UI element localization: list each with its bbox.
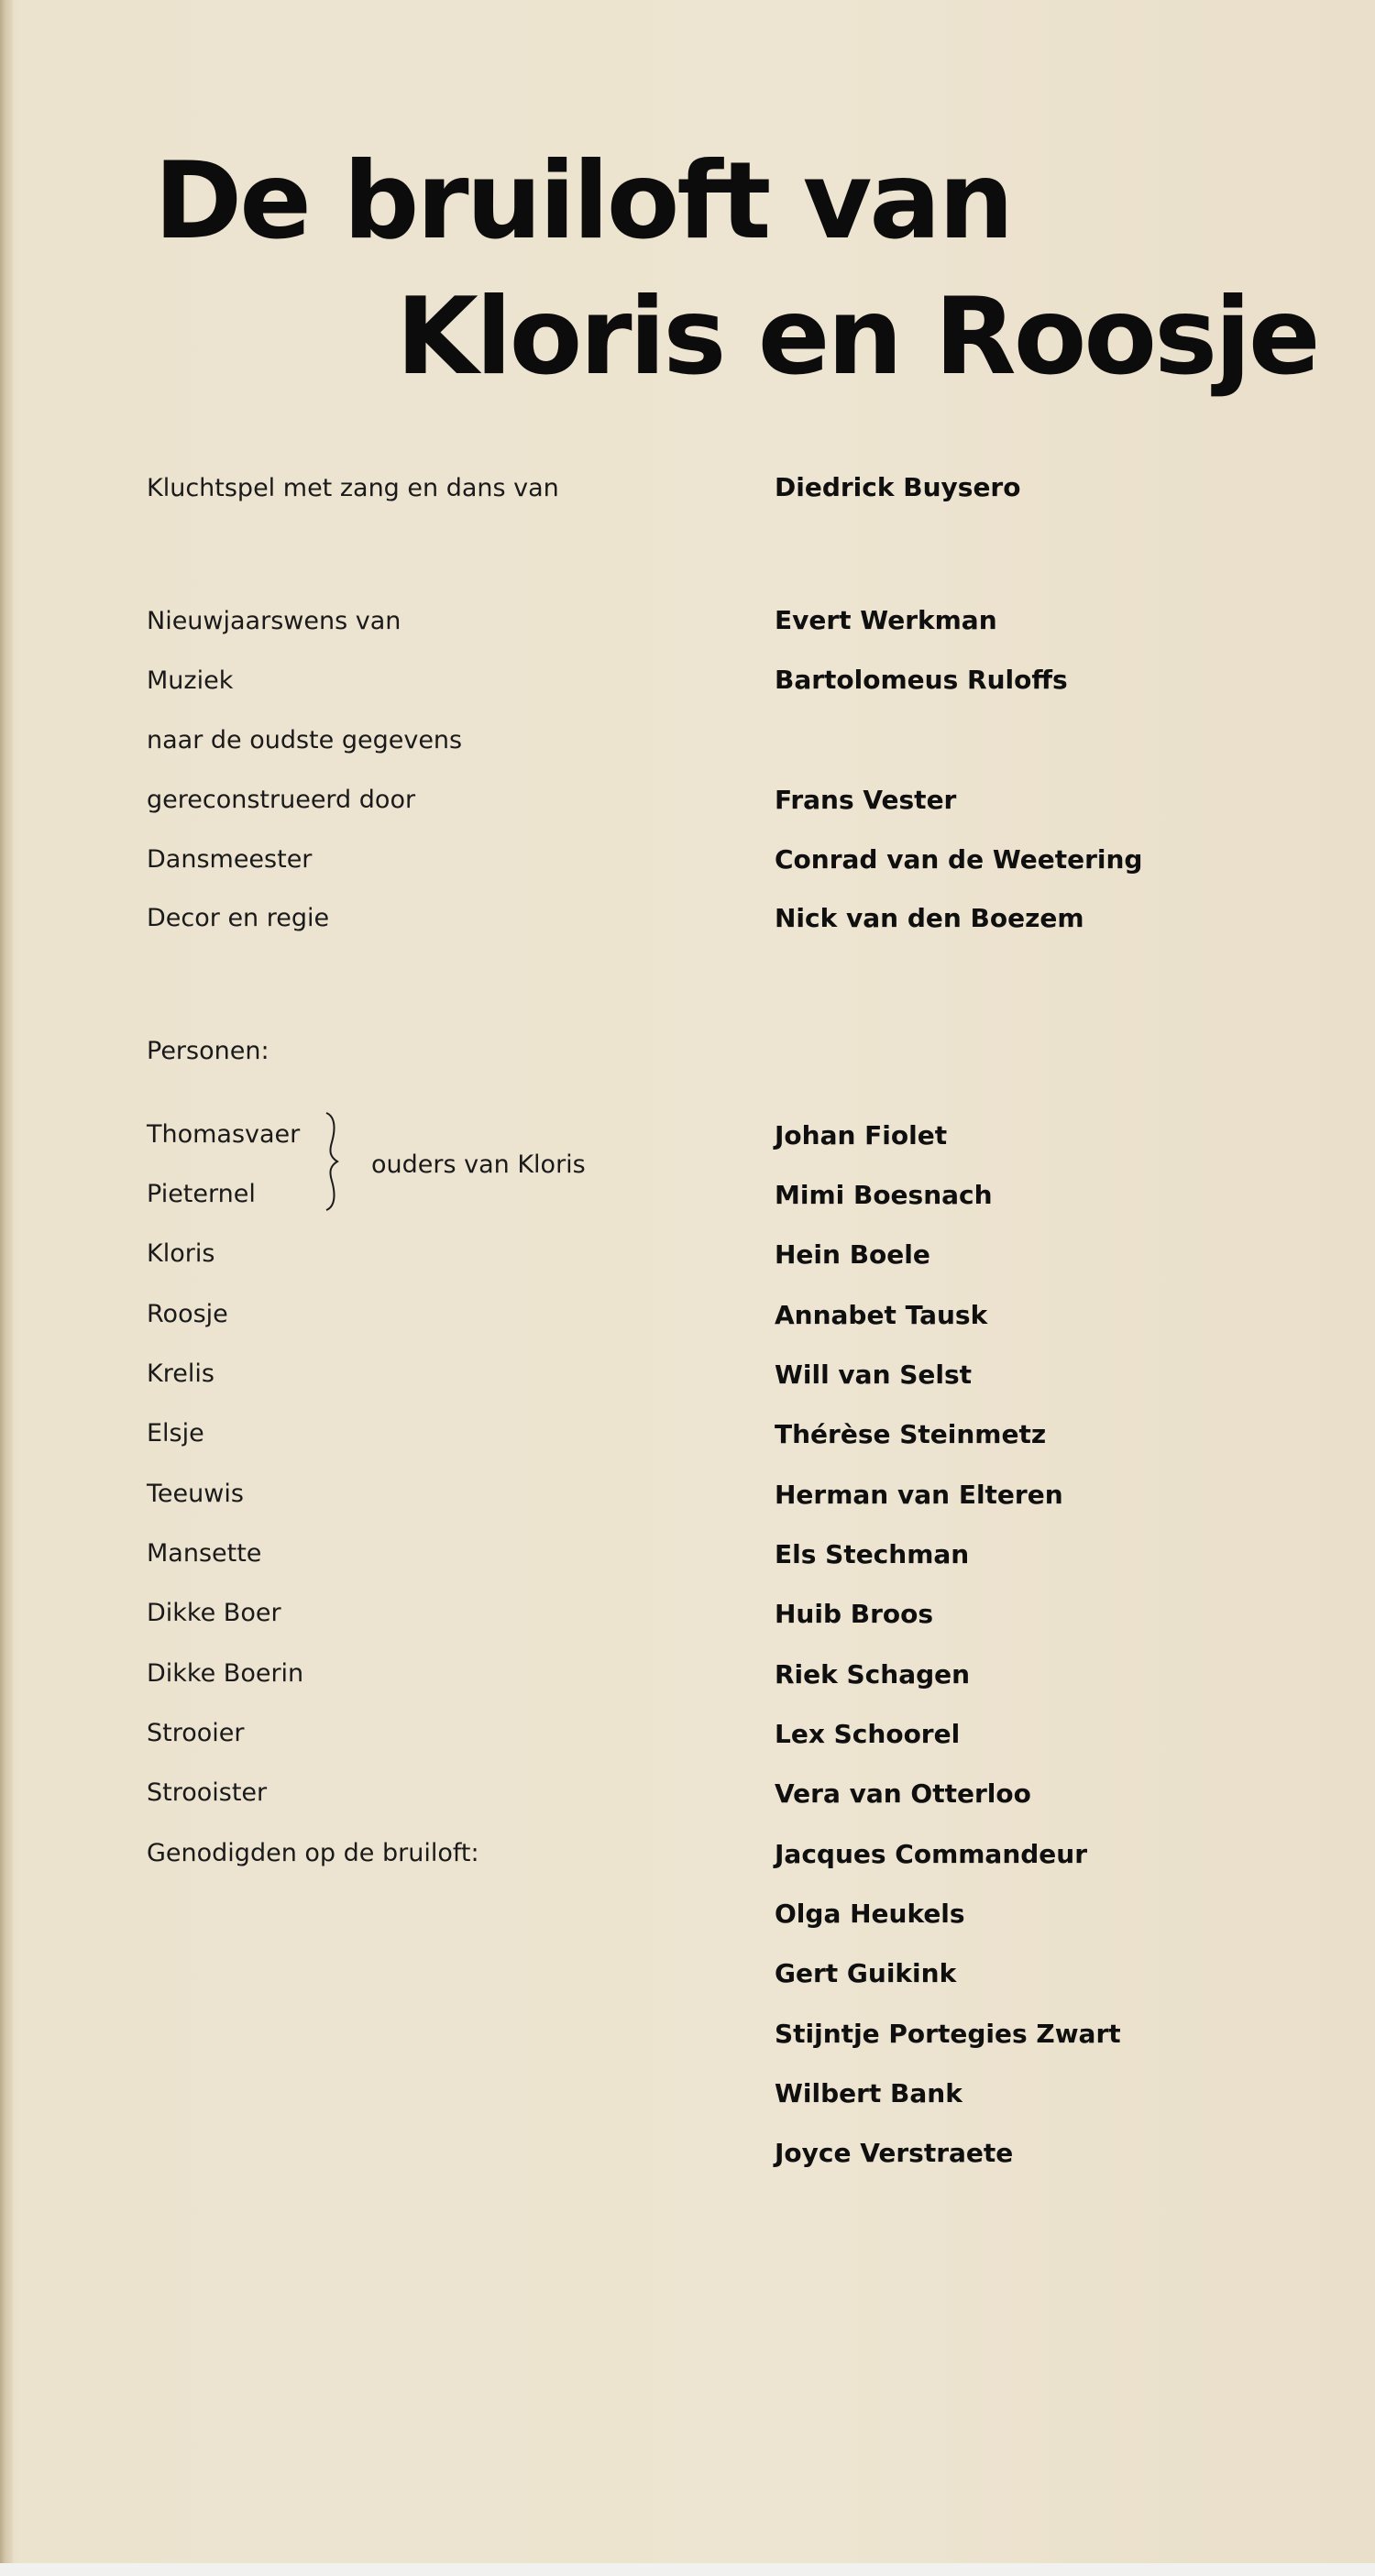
guest-name: Gert Guikink <box>775 1958 957 1988</box>
cast-actor: Will van Selst <box>775 1360 973 1390</box>
credit-name-reconstruction: Frans Vester <box>775 785 957 815</box>
cast-role: Thomasvaer <box>147 1120 301 1149</box>
cast-role: Teeuwis <box>147 1480 244 1508</box>
credit-name-author: Diedrick Buysero <box>775 472 1021 502</box>
cast-actor: Annabet Tausk <box>775 1300 988 1330</box>
credit-label-sources: naar de oudste gegevens <box>147 726 463 754</box>
cast-role: Strooier <box>147 1719 245 1747</box>
cast-actor: Mimi Boesnach <box>775 1180 993 1210</box>
credit-label-decor-direction: Decor en regie <box>147 904 330 932</box>
guest-name: Joyce Verstraete <box>775 2138 1014 2168</box>
credit-label-music: Muziek <box>147 666 234 695</box>
guest-name: Olga Heukels <box>775 1899 965 1929</box>
credit-name-music: Bartolomeus Ruloffs <box>775 665 1068 695</box>
credit-label-author: Kluchtspel met zang en dans van <box>147 474 559 502</box>
cast-role: Roosje <box>147 1300 228 1328</box>
cast-actor: Lex Schoorel <box>775 1719 961 1749</box>
cast-role: Kloris <box>147 1239 215 1268</box>
credit-name-decor-direction: Nick van den Boezem <box>775 903 1084 933</box>
page-spine <box>0 0 13 2576</box>
cast-role: Dikke Boer <box>147 1599 281 1627</box>
credit-name-dance-master: Conrad van de Weetering <box>775 844 1143 875</box>
cast-actor: Thérèse Steinmetz <box>775 1419 1047 1449</box>
cast-heading: Personen: <box>147 1037 270 1065</box>
cast-actor: Els Stechman <box>775 1539 970 1569</box>
credit-label-dance-master: Dansmeester <box>147 845 313 874</box>
cast-role: Mansette <box>147 1539 262 1568</box>
guest-name: Jacques Commandeur <box>775 1839 1088 1869</box>
cast-role: Dikke Boerin <box>147 1659 304 1688</box>
page-title-line-1: De bruiloft van <box>154 139 1012 263</box>
page-title-line-2: Kloris en Roosje <box>396 275 1318 399</box>
page-bottom-edge <box>0 2563 1375 2576</box>
credit-name-new-year-wish: Evert Werkman <box>775 605 997 635</box>
cast-role: Krelis <box>147 1360 214 1388</box>
cast-role: Strooister <box>147 1778 268 1807</box>
guest-name: Stijntje Portegies Zwart <box>775 2019 1121 2049</box>
parents-note: ouders van Kloris <box>371 1150 586 1179</box>
cast-actor: Riek Schagen <box>775 1659 971 1690</box>
cast-role: Pieternel <box>147 1180 256 1208</box>
guest-name: Wilbert Bank <box>775 2078 962 2108</box>
guests-label: Genodigden op de bruiloft: <box>147 1839 479 1867</box>
cast-actor: Herman van Elteren <box>775 1480 1063 1510</box>
cast-actor: Vera van Otterloo <box>775 1778 1031 1809</box>
credit-label-new-year-wish: Nieuwjaarswens van <box>147 607 402 635</box>
brace-icon <box>323 1111 343 1212</box>
cast-actor: Johan Fiolet <box>775 1120 948 1150</box>
cast-role: Elsje <box>147 1419 204 1448</box>
credit-label-reconstruction: gereconstrueerd door <box>147 786 416 814</box>
cast-actor: Huib Broos <box>775 1599 934 1629</box>
cast-actor: Hein Boele <box>775 1239 930 1270</box>
